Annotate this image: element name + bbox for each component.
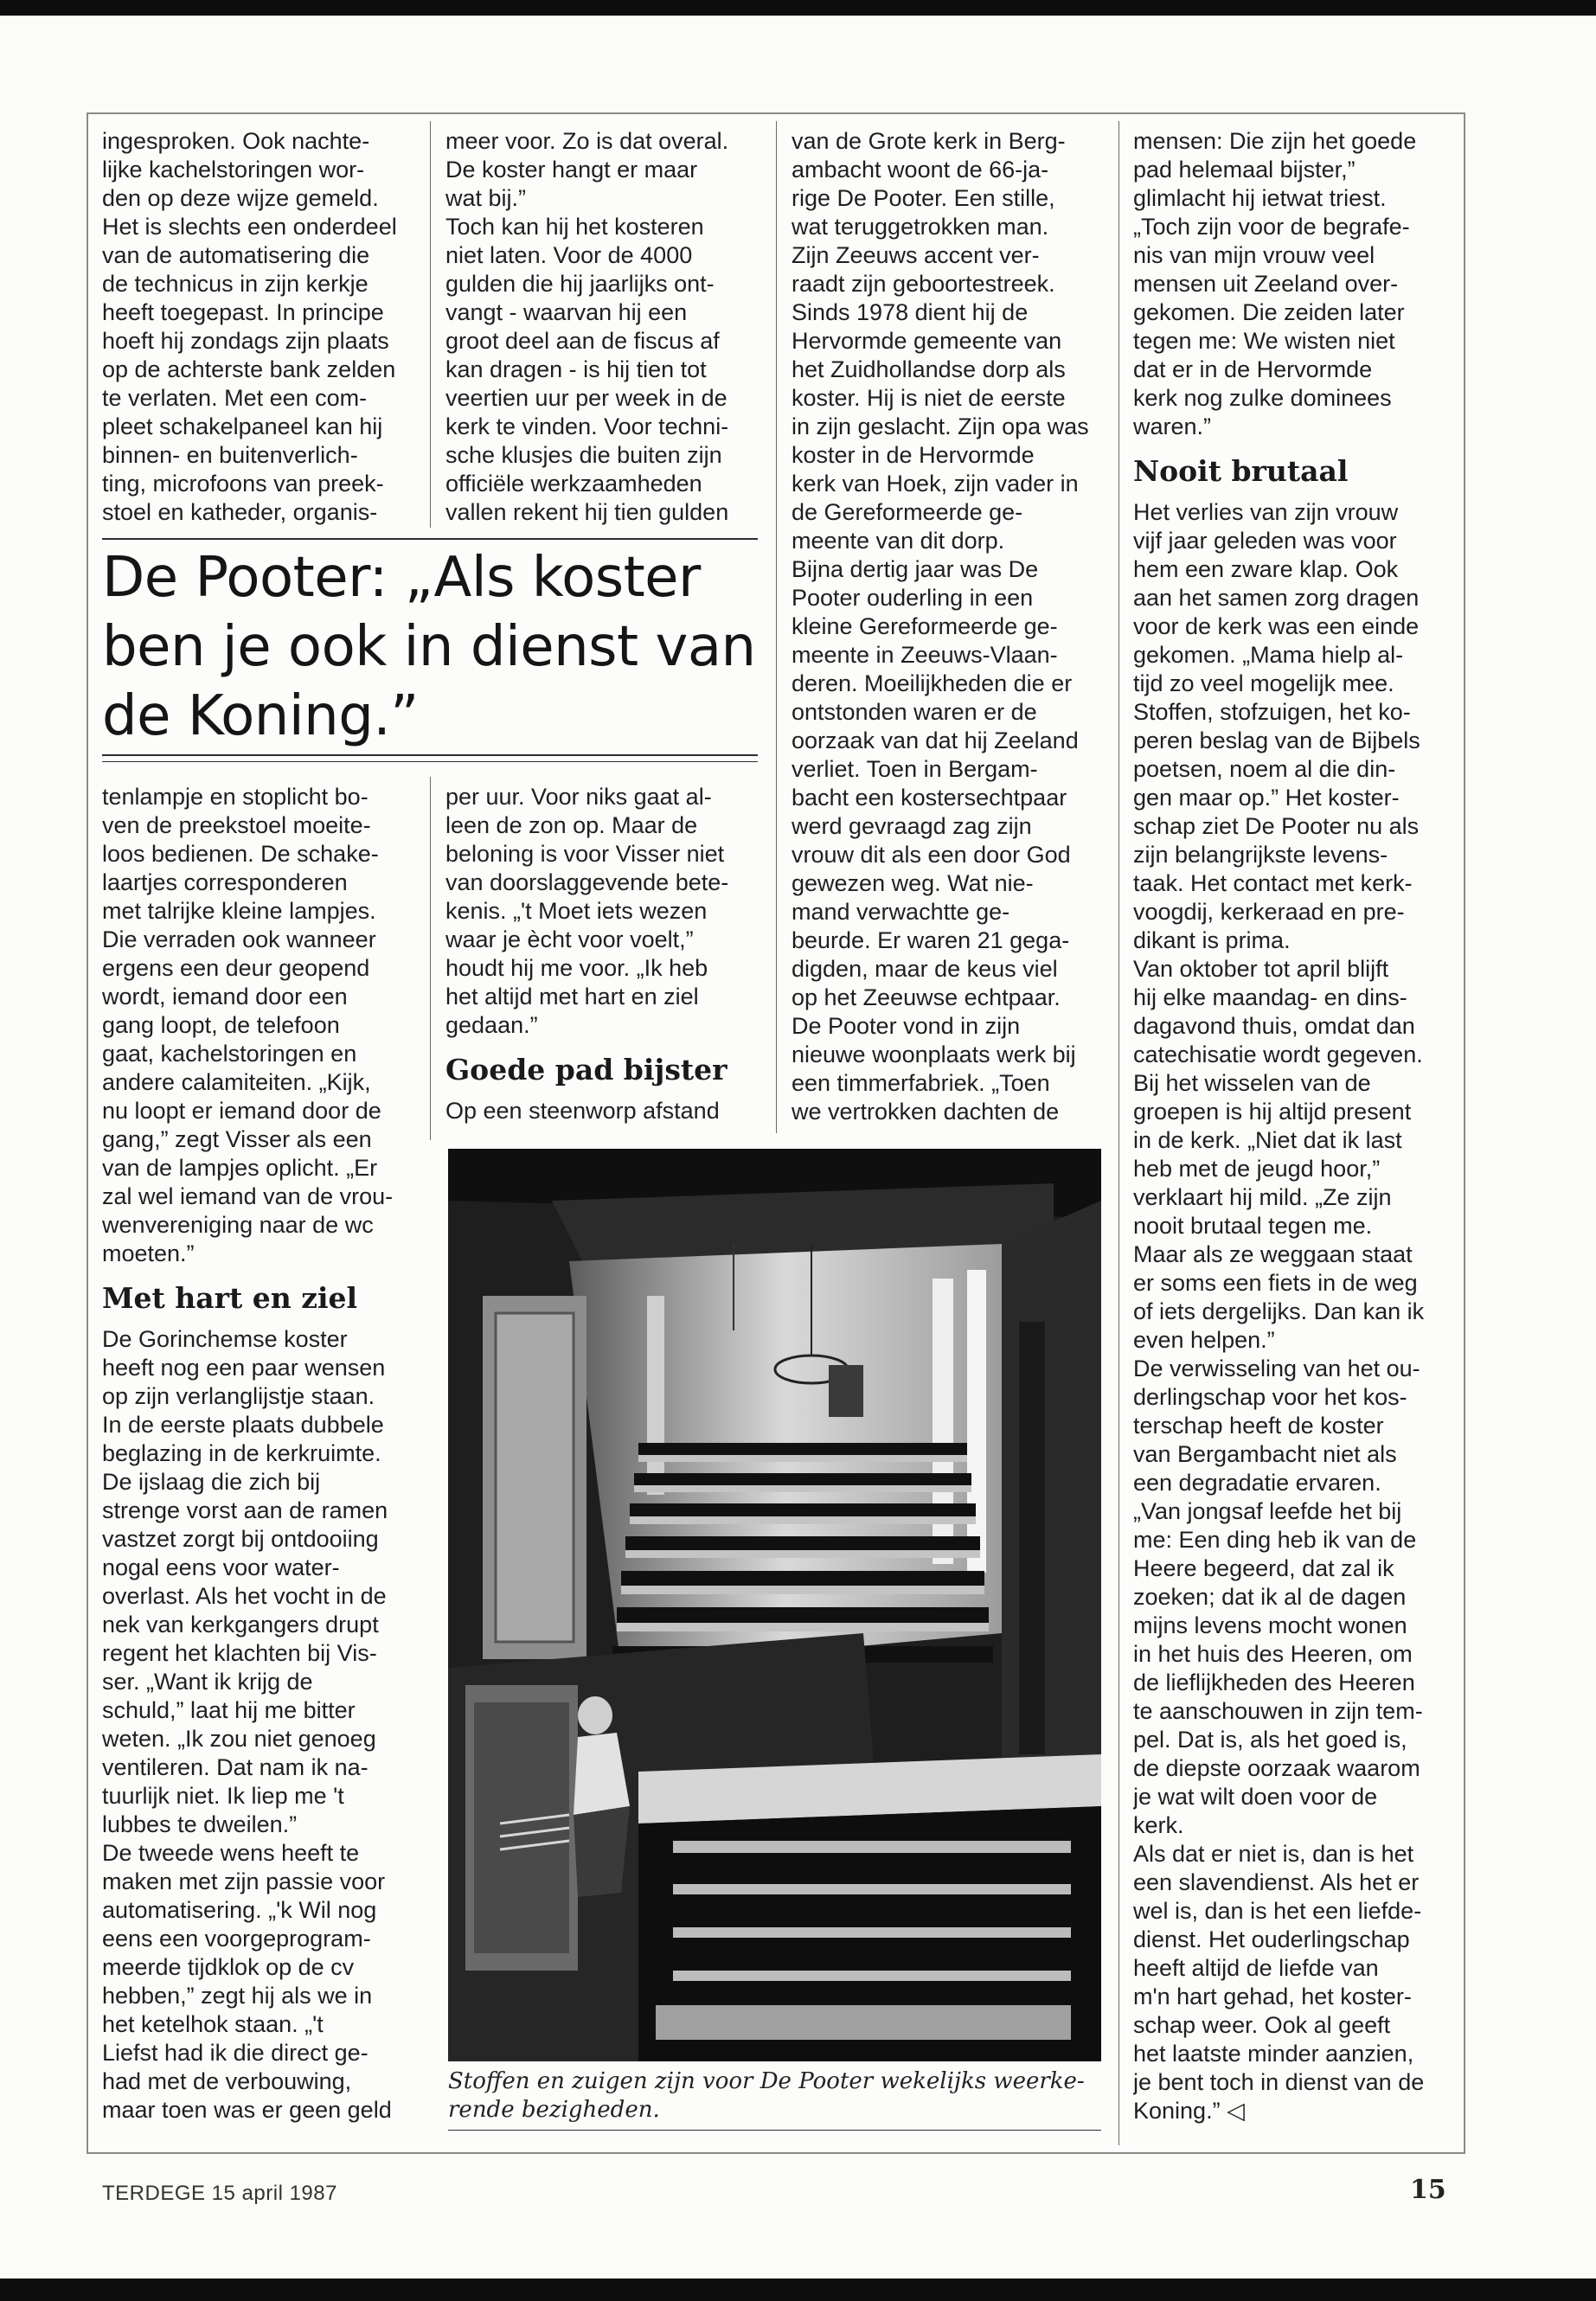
text-line: binnen- en buitenverlich-: [102, 442, 358, 468]
text-line: van de lampjes oplicht. „Er: [102, 1155, 378, 1181]
text-line: van Bergambacht niet als: [1133, 1441, 1397, 1467]
text-line: pad helemaal bijster,”: [1133, 157, 1356, 183]
caption-line: Stoffen en zuigen zijn voor De Pooter wekelijks weerke-: [448, 2068, 1085, 2094]
text-line: mensen uit Zeeland over-: [1133, 271, 1399, 297]
text-line: tuurlijk niet. Ik liep me 't: [102, 1783, 344, 1809]
scan-bottom-border: [0, 2279, 1596, 2301]
text-line: ambacht woont de 66-ja-: [792, 157, 1049, 183]
text-line: eens een voorgeprogram-: [102, 1926, 371, 1952]
text-line: Het is slechts een onderdeel: [102, 214, 397, 240]
text-line: heb met de jeugd hoor,”: [1133, 1156, 1381, 1182]
text-line: kan dragen - is hij tien tot: [445, 356, 707, 382]
text-line: wel is, dan is het een liefde-: [1133, 1898, 1422, 1924]
text-line: per uur. Voor niks gaat al-: [445, 784, 712, 810]
text-line: tegen me: We wisten niet: [1133, 328, 1395, 354]
column-divider: [1118, 121, 1119, 2145]
text-line: deren. Moeilijkheden die er: [792, 670, 1073, 696]
text-line: met talrijke kleine lampjes.: [102, 898, 376, 924]
text-line: taak. Het contact met kerk-: [1133, 870, 1413, 896]
column-1-top: [102, 127, 422, 527]
text-line: Maar als ze weggaan staat: [1133, 1241, 1413, 1267]
text-line: Het verlies van zijn vrouw: [1133, 499, 1399, 525]
text-line: De ijslaag die zich bij: [102, 1469, 321, 1495]
text-line: heeft toegepast. In principe: [102, 299, 384, 325]
text-line: leen de zon op. Maar de: [445, 812, 698, 838]
text-line: Die verraden ook wanneer: [102, 926, 376, 952]
text-line: Op een steenworp afstand: [445, 1098, 720, 1124]
text-line: er soms een fiets in de weg: [1133, 1270, 1418, 1296]
text-line: een slavendienst. Als het er: [1133, 1869, 1420, 1895]
text-line: hem een zware klap. Ook: [1133, 556, 1399, 582]
text-line: de technicus in zijn kerkje: [102, 271, 369, 297]
text-line: gewezen weg. Wat nie-: [792, 870, 1034, 896]
text-line: me: Een ding heb ik van de: [1133, 1527, 1417, 1553]
text-line: kerk.: [1133, 1812, 1184, 1838]
text-line: op zijn verlanglijstje staan.: [102, 1383, 375, 1409]
text-line: De Pooter vond in zijn: [792, 1013, 1021, 1039]
headline-line: ben je ook in dienst van: [102, 615, 756, 679]
text-line: verliet. Toen in Bergam-: [792, 756, 1038, 782]
text-line: je bent toch in dienst van de: [1133, 2069, 1425, 2095]
text-line: De tweede wens heeft te: [102, 1840, 360, 1866]
text-line: werd gevraagd zag zijn: [792, 813, 1032, 839]
col4-top: [1133, 127, 1455, 441]
text-line: het altijd met hart en ziel: [445, 984, 699, 1009]
text-line: Van oktober tot april blijft: [1133, 956, 1389, 982]
column-3: [792, 127, 1107, 1126]
text-line: dikant is prima.: [1133, 927, 1291, 953]
text-line: nogal eens voor water-: [102, 1554, 340, 1580]
text-line: meerde tijdklok op de cv: [102, 1954, 355, 1980]
text-line: gen maar op.” Het koster-: [1133, 785, 1400, 811]
text-line: even helpen.”: [1133, 1327, 1275, 1353]
text-line: op de achterste bank zelden: [102, 356, 396, 382]
text-line: strenge vorst aan de ramen: [102, 1497, 388, 1523]
text-line: De koster hangt er maar: [445, 157, 698, 183]
text-line: vijf jaar geleden was voor: [1133, 528, 1397, 554]
text-line: ting, microfoons van preek-: [102, 471, 384, 497]
text-line: lubbes te dweilen.”: [102, 1811, 298, 1837]
text-line: een timmerfabriek. „Toen: [792, 1070, 1050, 1096]
column-divider: [430, 777, 431, 1140]
text-line: gang,” zegt Visser als een: [102, 1126, 372, 1152]
text-line: dienst. Het ouderlingschap: [1133, 1926, 1410, 1952]
text-line: lijke kachelstoringen wor-: [102, 157, 365, 183]
text-line: bacht een kostersechtpaar: [792, 785, 1067, 811]
text-line: waren.”: [1133, 413, 1212, 439]
column-divider: [776, 121, 777, 1133]
text-line: De verwisseling van het ou-: [1133, 1356, 1420, 1381]
col2-bottom-a: [445, 783, 757, 1040]
text-line: tenlampje en stoplicht bo-: [102, 784, 369, 810]
text-line: derlingschap voor het kos-: [1133, 1384, 1407, 1410]
text-line: vallen rekent hij tien gulden: [445, 499, 729, 525]
text-line: gedaan.”: [445, 1012, 538, 1038]
text-line: kerk van Hoek, zijn vader in: [792, 471, 1079, 497]
text-line: wenvereniging naar de wc: [102, 1212, 374, 1238]
footer-magazine-date: TERDEGE 15 april 1987: [102, 2182, 337, 2205]
headline-rule-bottom-thin: [102, 761, 758, 762]
subheading-met-hart-en-ziel: Met hart en ziel: [102, 1281, 358, 1315]
text-line: op het Zeeuwse echtpaar.: [792, 984, 1061, 1010]
text-line: maken met zijn passie voor: [102, 1868, 386, 1894]
column-1-bottom: [102, 783, 422, 2125]
text-line: pleet schakelpaneel kan hij: [102, 413, 383, 439]
text-line: ergens een deur geopend: [102, 955, 370, 981]
text-line: groot deel aan de fiscus af: [445, 328, 720, 354]
text-line: mensen: Die zijn het goede: [1133, 128, 1417, 154]
text-line: automatisering. „'k Wil nog: [102, 1897, 377, 1923]
headline-line: de Koning.”: [102, 684, 419, 748]
text-line: veertien uur per week in de: [445, 385, 727, 411]
text-line: Als dat er niet is, dan is het: [1133, 1841, 1414, 1867]
text-line: voor de kerk was een einde: [1133, 613, 1420, 639]
text-line: hebben,” zegt hij als we in: [102, 1983, 373, 2009]
text-line: wat bij.”: [445, 185, 527, 211]
text-line: m'n hart gehad, het koster-: [1133, 1984, 1412, 2009]
col1-bottom-b: [102, 1325, 422, 2125]
article-headline: [102, 543, 760, 751]
text-line: vangt - waarvan hij een: [445, 299, 688, 325]
text-line: dagavond thuis, omdat dan: [1133, 1013, 1415, 1039]
text-line: vrouw dit als een door God: [792, 842, 1071, 868]
text-line: den op deze wijze gemeld.: [102, 185, 379, 211]
text-line: ven de preekstoel moeite-: [102, 812, 371, 838]
text-line: het laatste minder aanzien,: [1133, 2041, 1414, 2067]
text-line: kerk te vinden. Voor techni-: [445, 413, 729, 439]
col1-bottom-a: [102, 783, 422, 1268]
text-line: van de Grote kerk in Berg-: [792, 128, 1066, 154]
headline-rule-bottom: [102, 754, 758, 756]
text-line: een degradatie ervaren.: [1133, 1470, 1381, 1496]
text-line: groepen is hij altijd present: [1133, 1099, 1412, 1125]
text-line: we vertrokken dachten de: [792, 1099, 1060, 1125]
headline-rule-top: [102, 538, 758, 540]
text-line: „Van jongsaf leefde het bij: [1133, 1498, 1402, 1524]
text-line: vastzet zorgt bij ontdooiing: [102, 1526, 379, 1552]
text-line: maar toen was er geen geld: [102, 2097, 392, 2123]
text-line: Koning.” ◁: [1133, 2098, 1245, 2124]
subheading-goede-pad-bijster: Goede pad bijster: [445, 1053, 727, 1086]
text-line: terschap heeft de koster: [1133, 1413, 1384, 1439]
text-line: meente in Zeeuws-Vlaan-: [792, 642, 1058, 668]
subheading-nooit-brutaal: Nooit brutaal: [1133, 454, 1349, 488]
text-line: meente van dit dorp.: [792, 528, 1005, 554]
text-line: Liefst had ik die direct ge-: [102, 2040, 369, 2066]
text-line: niet laten. Voor de 4000: [445, 242, 693, 268]
text-line: in de kerk. „Niet dat ik last: [1133, 1127, 1402, 1153]
text-line: gaat, kachelstoringen en: [102, 1041, 357, 1067]
text-line: regent het klachten bij Vis-: [102, 1640, 377, 1666]
text-line: wat teruggetrokken man.: [792, 214, 1049, 240]
text-line: raadt zijn geboortestreek.: [792, 271, 1055, 297]
text-line: aan het samen zorg dragen: [1133, 585, 1420, 611]
text-line: ontstonden waren er de: [792, 699, 1037, 725]
scan-top-border: [0, 0, 1596, 16]
text-line: koster in de Hervormde: [792, 442, 1035, 468]
text-line: de Gereformeerde ge-: [792, 499, 1023, 525]
text-line: De Gorinchemse koster: [102, 1326, 348, 1352]
text-line: zal wel iemand van de vrou-: [102, 1183, 394, 1209]
text-line: hij elke maandag- en dins-: [1133, 984, 1407, 1010]
text-line: de diepste oorzaak waarom: [1133, 1755, 1420, 1781]
text-line: gekomen. Die zeiden later: [1133, 299, 1405, 325]
text-line: „Toch zijn voor de begrafe-: [1133, 214, 1410, 240]
text-line: dat er in de Hervormde: [1133, 356, 1373, 382]
text-line: Bij het wisselen van de: [1133, 1070, 1371, 1096]
text-line: schap ziet De Pooter nu als: [1133, 813, 1420, 839]
text-line: Heere begeerd, dat zal ik: [1133, 1555, 1394, 1581]
text-line: overlast. Als het vocht in de: [102, 1583, 387, 1609]
col2-bottom-b: [445, 1097, 757, 1125]
text-line: beloning is voor Visser niet: [445, 841, 725, 867]
text-line: je wat wilt doen voor de: [1133, 1784, 1378, 1810]
photo-caption: [448, 2067, 1101, 2125]
text-line: zoeken; dat ik al de dagen: [1133, 1584, 1407, 1610]
text-line: moeten.”: [102, 1240, 195, 1266]
text-line: van doorslaggevende bete-: [445, 869, 729, 895]
text-line: van de automatisering die: [102, 242, 370, 268]
text-line: kenis. „'t Moet iets wezen: [445, 898, 708, 924]
text-line: nis van mijn vrouw veel: [1133, 242, 1375, 268]
text-line: te aanschouwen in zijn tem-: [1133, 1698, 1423, 1724]
text-line: digden, maar de keus viel: [792, 956, 1058, 982]
text-line: loos bedienen. De schake-: [102, 841, 379, 867]
text-line: in zijn geslacht. Zijn opa was: [792, 413, 1089, 439]
text-line: In de eerste plaats dubbele: [102, 1412, 384, 1438]
text-line: schuld,” laat hij me bitter: [102, 1697, 356, 1723]
text-line: ventileren. Dat nam ik na-: [102, 1754, 369, 1780]
text-line: nu loopt er iemand door de: [102, 1098, 381, 1124]
column-2-bottom: [445, 783, 757, 1125]
text-line: Stoffen, stofzuigen, het ko-: [1133, 699, 1411, 725]
text-line: nieuwe woonplaats werk bij: [792, 1042, 1076, 1067]
text-line: kerk nog zulke dominees: [1133, 385, 1392, 411]
text-line: oorzaak van dat hij Zeeland: [792, 727, 1079, 753]
text-line: andere calamiteiten. „Kijk,: [102, 1069, 371, 1095]
text-line: Toch kan hij het kosteren: [445, 214, 704, 240]
text-line: Pooter ouderling in een: [792, 585, 1034, 611]
text-line: voogdij, kerkeraad en pre-: [1133, 899, 1405, 925]
text-line: te verlaten. Met een com-: [102, 385, 368, 411]
caption-rule: [448, 2130, 1101, 2131]
text-line: houdt hij me voor. „Ik heb: [445, 955, 708, 981]
text-line: beurde. Er waren 21 gega-: [792, 927, 1070, 953]
text-line: nooit brutaal tegen me.: [1133, 1213, 1373, 1239]
text-line: in het huis des Heeren, om: [1133, 1641, 1413, 1667]
text-line: pel. Dat is, als het goed is,: [1133, 1727, 1407, 1753]
text-line: schap weer. Ook al geeft: [1133, 2012, 1391, 2038]
text-line: hoeft hij zondags zijn plaats: [102, 328, 389, 354]
text-line: beglazing in de kerkruimte.: [102, 1440, 381, 1466]
text-line: de lieflijkheden des Heeren: [1133, 1670, 1415, 1695]
caption-line: rende bezigheden.: [448, 2097, 660, 2123]
text-line: glimlacht hij ietwat triest.: [1133, 185, 1387, 211]
text-line: gulden die hij jaarlijks ont-: [445, 271, 715, 297]
text-line: mand verwachtte ge-: [792, 899, 1010, 925]
text-line: gang loopt, de telefoon: [102, 1012, 340, 1038]
text-line: of iets dergelijks. Dan kan ik: [1133, 1298, 1425, 1324]
text-line: stoel en katheder, organis-: [102, 499, 378, 525]
text-line: rige De Pooter. Een stille,: [792, 185, 1055, 211]
headline-line: De Pooter: „Als koster: [102, 546, 701, 610]
text-line: heeft nog een paar wensen: [102, 1355, 386, 1381]
text-line: poetsen, noem al die din-: [1133, 756, 1396, 782]
text-line: wordt, iemand door een: [102, 984, 348, 1009]
column-4: [1133, 127, 1455, 2125]
page-number: 15: [1410, 2175, 1446, 2205]
text-line: ingesproken. Ook nachte-: [102, 128, 370, 154]
text-line: het Zuidhollandse dorp als: [792, 356, 1066, 382]
text-line: mijns levens mocht wonen: [1133, 1612, 1407, 1638]
text-line: officiële werkzaamheden: [445, 471, 702, 497]
text-line: catechisatie wordt gegeven.: [1133, 1042, 1423, 1067]
text-line: weten. „Ik zou niet genoeg: [102, 1726, 376, 1752]
text-line: ser. „Want ik krijg de: [102, 1669, 313, 1695]
text-line: laartjes corresponderen: [102, 869, 348, 895]
text-line: heeft altijd de liefde van: [1133, 1955, 1379, 1981]
text-line: had met de verbouwing,: [102, 2068, 352, 2094]
text-line: koster. Hij is niet de eerste: [792, 385, 1066, 411]
text-line: Sinds 1978 dient hij de: [792, 299, 1029, 325]
column-2-top: [445, 127, 757, 527]
text-line: kleine Gereformeerde ge-: [792, 613, 1058, 639]
text-line: Hervormde gemeente van: [792, 328, 1062, 354]
text-line: Bijna dertig jaar was De: [792, 556, 1039, 582]
column-divider: [430, 121, 431, 528]
text-line: peren beslag van de Bijbels: [1133, 727, 1420, 753]
text-line: gekomen. „Mama hielp al-: [1133, 642, 1404, 668]
text-line: nek van kerkgangers drupt: [102, 1612, 379, 1638]
text-line: het ketelhok staan. „'t: [102, 2011, 324, 2037]
text-line: waar je ècht voor voelt,”: [445, 926, 694, 952]
text-line: verklaart hij mild. „Ze zijn: [1133, 1184, 1392, 1210]
col4-bottom: [1133, 498, 1455, 2125]
text-line: tijd zo veel mogelijk mee.: [1133, 670, 1394, 696]
text-line: zijn belangrijkste levens-: [1133, 842, 1388, 868]
church-interior-photo: [448, 1149, 1101, 2061]
text-line: Zijn Zeeuws accent ver-: [792, 242, 1040, 268]
text-line: meer voor. Zo is dat overal.: [445, 128, 729, 154]
text-line: sche klusjes die buiten zijn: [445, 442, 722, 468]
